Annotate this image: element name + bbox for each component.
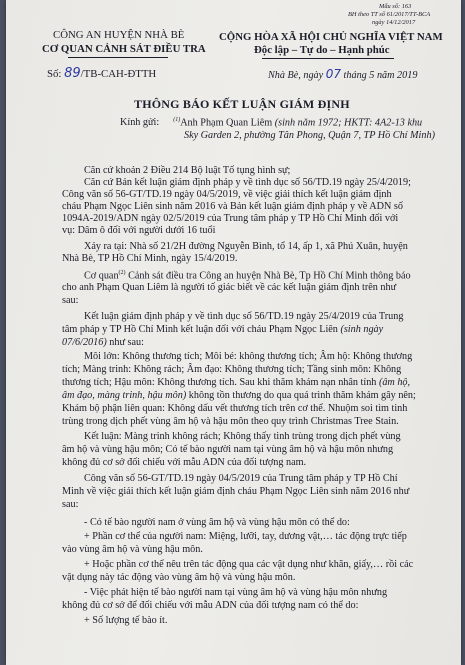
national-title: CỘNG HÒA XÃ HỘI CHỦ NGHĨA VIỆT NAM: [219, 31, 443, 43]
form-note-line2: BH theo TT số 61/2017/TT-BCA: [348, 11, 431, 18]
conclusion-line-1: Kết luận giám định pháp y về tình dục số 56/TD.19 ngày 25/4/2019 của Trung: [84, 311, 404, 322]
conclusion-line-3: 07/6/2016) như sau:: [62, 337, 144, 348]
issue-date: Nhà Bè, ngày 07 tháng 5 năm 2019: [268, 67, 418, 81]
bullet-line-2: + Phần cơ thể của người nam: Miệng, lưỡi, tay, dương vật,… tác động trực tiếp: [84, 531, 407, 542]
notice-line-2: cho anh Phạm Quan Liêm là người tố giác biết về các kết luận giám định trên như: [62, 282, 397, 293]
doc-number: Số: 89/TB-CAH-ĐTTH: [47, 66, 157, 81]
issue-day-handwritten: 07: [325, 67, 341, 81]
basis-line-4: cháu Phạm Ngọc Liên sinh năm 2016 và Bản kết luận giám định pháp y về ADN số: [62, 201, 403, 212]
exam-line-3: thương tích; Hậu môn: Không thương tích. Sau khi thăm khám nạn nhân tính (âm hộ,: [62, 377, 411, 388]
document-title: THÔNG BÁO KẾT LUẬN GIÁM ĐỊNH: [134, 97, 350, 111]
agency-division: CƠ QUAN CẢNH SÁT ĐIỀU TRA: [42, 43, 206, 55]
bullet-line-1: - Có tế bào người nam ở vùng âm hộ và vùng hậu môn có thể do:: [84, 517, 350, 528]
bullet-line-6: - Việc phát hiện tế bào người nam tại vùng âm hộ và vùng hậu môn nhưng: [84, 587, 388, 598]
national-motto: Độc lập – Tự do – Hạnh phúc: [254, 44, 390, 56]
recipient-label: Kính gửi:: [120, 117, 160, 129]
header-rule-right: [262, 58, 394, 59]
document-page: [6, 0, 461, 665]
bullet-line-8: + Số lượng tế bào ít.: [84, 615, 168, 626]
recipient-line1: Kính gửi: $^{(1)}$Anh Phạm Quan Liêm (sinh năm 1972; HKTT: 4A2-13 khu: [120, 117, 423, 129]
notice-line-3: sau:: [62, 295, 79, 306]
basis-line-5: 1094A-2019/ADN ngày 02/5/2019 của Trung tâm pháp y TP Hồ Chí Minh đối với: [62, 213, 399, 224]
recipient-detail1: (sinh năm 1972; HKTT: 4A2-13 khu: [274, 117, 423, 129]
form-note-line1: Mẫu số: 163: [379, 3, 412, 10]
bullet-line-4: + Hoặc phần cơ thể nêu trên tác động qua các vật dụng như khăn, giấy,… rồi các: [84, 559, 414, 570]
header-rule-left: [68, 57, 168, 58]
letter-line-3: sau:: [62, 499, 79, 510]
letter-line-2: Minh về việc giải thích kết luận giám định cháu Phạm Ngọc Liên sinh năm 2016 như: [62, 486, 410, 497]
recipient-name: Anh Phạm Quan Liêm: [180, 117, 273, 129]
notice-line-1: Cơ quan$^{(2)}$ Cảnh sát điều tra Công an huyện Nhà Bè, Tp Hồ Chí Minh thông báo: [84, 270, 411, 282]
exam-line-1: Môi lớn: Không thương tích; Môi bé: không thương tích; Âm hộ: Không thương: [84, 351, 413, 362]
agency-name: CÔNG AN HUYỆN NHÀ BÈ: [53, 29, 185, 41]
location-line-2: Nhà Bè, TP Hồ Chí Minh, ngày 15/4/2019.: [62, 253, 238, 264]
bullet-line-7: không đủ cơ sở để đối chiếu với mẫu ADN của đối tượng nam có thể do:: [62, 600, 359, 611]
basis-line-1: Căn cứ khoản 2 Điều 214 Bộ luật Tố tụng hình sự;: [84, 165, 291, 176]
letter-line-1: Công văn số 56-GT/TD.19 ngày 04/5/2019 của Trung tâm pháp y TP Hồ Chí: [84, 473, 398, 484]
recipient-detail2: Sky Garden 2, phường Tân Phong, Quận 7, TP Hồ Chí Minh): [184, 130, 435, 141]
bullet-line-5: vật dụng này tác động vào vùng âm hộ và vùng hậu môn.: [62, 572, 296, 583]
result-line-1: Kết luận: Màng trinh không rách; Không thấy tinh trùng trong dịch phết vùng: [84, 431, 401, 442]
bullet-line-3: vào vùng âm hộ và vùng hậu môn.: [62, 544, 203, 555]
result-line-3: không đủ cơ sở đối chiếu với mẫu ADN của đối tượng nam.: [62, 457, 307, 468]
exam-line-2: tích; Màng trinh: Không rách; Âm đạo: Không thương tích; Tầng sinh môn: Không: [62, 364, 402, 375]
result-line-2: âm hộ và vùng hậu môn; Có tế bào người nam tại vùng âm hộ và hậu môn nhưng: [62, 444, 394, 455]
exam-line-4: âm đạo, màng trinh, hậu môn) không tồn thương do qua quá trình thăm khám gây nên;: [62, 390, 416, 401]
case-name: vụ: Dâm ô đối với người dưới 16 tuổi: [62, 225, 216, 236]
doc-number-handwritten: 89: [64, 66, 81, 81]
exam-line-5: Khám bộ phận liên quan: Không dấu vết thương tích trên cơ thể. Nhuộm soi tìm tinh: [62, 403, 408, 414]
exam-line-6: trùng trong dịch phết vùng âm hộ và hậu môn theo quy trình Christmas Tree Stain.: [62, 416, 399, 427]
location-line-1: Xảy ra tại: Nhà số 21/2H đường Nguyễn Bình, tổ 14, ấp 1, xã Phú Xuân, huyện: [84, 241, 408, 252]
basis-line-2: Căn cứ Bản kết luận giám định pháp y về tình dục số 56/TD.19 ngày 25/4/2019;: [84, 177, 411, 188]
conclusion-line-2: tâm pháp y TP Hồ Chí Minh kết luận đối với cháu Phạm Ngọc Liên (sinh ngày: [62, 324, 384, 335]
basis-line-3: Công văn số 56-GT/TD.19 ngày 04/5/2019, về việc giải thích kết luận giám định: [62, 189, 392, 200]
form-note-line3: ngày 14/12/2017: [372, 19, 416, 26]
